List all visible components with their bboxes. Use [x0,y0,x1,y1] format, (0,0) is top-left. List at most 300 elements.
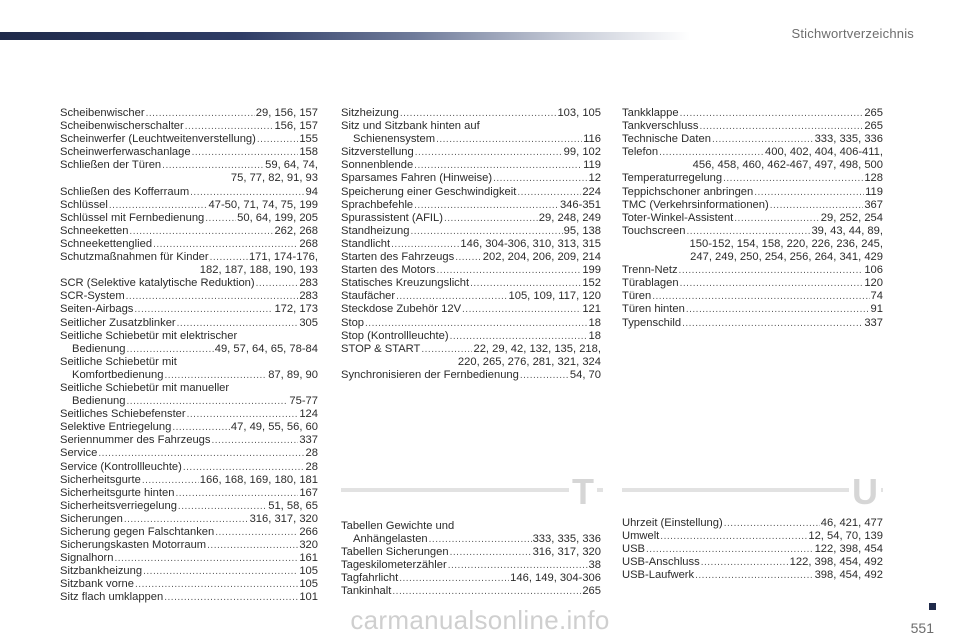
header-gradient-bar [0,32,690,40]
index-entry [622,277,883,290]
index-entry [341,290,601,303]
index-term: Schneekettenglied [60,237,153,250]
page-refs: 94 [305,185,318,198]
index-entry [622,172,883,185]
index-term: Sitzverstellung [341,146,414,159]
section-letter-t: T [569,472,597,512]
dot-leader [124,513,249,526]
dot-leader [134,303,273,316]
dot-leader [448,559,588,572]
page-refs: 146, 149, 304-306 [510,572,601,585]
page-refs-continued: 220, 265, 276, 281, 321, 324 [457,355,601,368]
index-column-2-t-section [341,520,601,599]
page-refs: 199 [582,264,601,277]
index-term: USB [622,543,646,556]
page-refs: 156, 157 [274,120,318,133]
index-term: Schließen der Türen [60,159,162,172]
page-refs: 337 [864,316,883,329]
index-entry-line [341,251,601,264]
index-term: Synchronisieren der Fernbedienung [341,368,519,381]
index-entry-line [341,199,601,212]
index-term: Tankinhalt [341,585,392,598]
dot-leader [436,133,582,146]
index-entry-line [622,556,883,569]
index-entry-line [341,264,601,277]
page-refs: 155 [299,133,318,146]
page-refs: 146, 304-306, 310, 313, 315 [460,237,601,250]
index-entry [341,277,601,290]
page-refs: 120 [864,277,883,290]
page-refs: 38 [588,559,601,572]
index-term: Scheinwerfer (Leuchtweitenverstellung) [60,133,256,146]
index-entry [341,572,601,585]
index-entry [60,461,318,474]
index-entry-line [341,533,601,546]
index-entry [341,186,601,199]
page-refs: 283 [299,290,318,303]
page-refs: 12 [588,172,601,185]
dot-leader [210,251,248,264]
index-entry-heading: Sitz und Sitzbank hinten auf [341,120,480,133]
page-refs: 346-351 [559,198,601,211]
index-term: Service [60,447,98,460]
index-entry [341,146,601,159]
index-entry [622,290,883,303]
index-entry [341,172,601,185]
page-refs: 105 [299,578,318,591]
index-term: Sitz flach umklappen [60,591,164,604]
index-term: Telefon [622,146,659,159]
index-entry-line [622,277,883,290]
index-entry-line [341,107,601,120]
index-entry [341,520,601,546]
index-term: Sitzheizung [341,107,399,119]
index-term: Teppichschoner anbringen [622,185,754,198]
page-refs: 28 [305,447,318,460]
index-entry [60,251,318,277]
page-refs: 167 [299,486,318,499]
index-entry-line [341,317,601,330]
dot-leader [392,585,581,598]
page-refs: 224 [582,185,601,198]
index-entry [60,356,318,382]
page-refs: 22, 29, 42, 132, 135, 218, [473,342,601,355]
index-term: Touchscreen [622,224,686,237]
index-entry [622,199,883,212]
index-entry-line [60,461,318,474]
page-refs: 29, 248, 249 [538,211,601,224]
index-entry-line [622,530,883,543]
index-entry-line [622,290,883,303]
index-entry [341,369,601,382]
index-entry-line [622,543,883,556]
index-term: Komfortbedienung [72,368,164,381]
index-entry-heading: Seitliche Schiebetür mit elektrischer [60,329,238,342]
page-refs: 116 [583,133,601,146]
dot-leader [680,277,864,290]
index-entry [60,238,318,251]
index-term: Umwelt [622,530,660,543]
index-entry [622,212,883,225]
page-refs: 29, 252, 254 [820,211,883,224]
dot-leader [192,146,299,159]
index-entry-line [60,552,318,565]
dot-leader [679,264,864,277]
index-term: Technische Daten [622,133,711,146]
index-entry-line [60,395,318,408]
index-column-1 [60,107,318,605]
page-refs-continued: 75, 77, 82, 91, 93 [230,172,318,185]
page-refs: 99, 102 [563,146,601,159]
index-term: Sitzbank vorne [60,578,135,591]
dot-leader [450,546,532,559]
page-refs: 75-77 [289,395,318,408]
index-entry [622,133,883,146]
index-entry-line [60,290,318,303]
index-term: Speicherung einer Geschwindigkeit [341,185,517,198]
index-entry-line [341,133,601,146]
index-term: Schneeketten [60,224,129,237]
index-entry-line [622,120,883,133]
dot-leader [127,395,289,408]
page-refs: 18 [588,316,601,329]
index-term: USB-Anschluss [622,556,700,569]
dot-leader [701,556,789,569]
page-refs: 12, 54, 70, 139 [808,530,883,543]
index-term: Scheibenwischerschalter [60,120,184,133]
index-entry [60,277,318,290]
page-refs-continued: 150-152, 154, 158, 220, 226, 236, 245, [689,237,883,250]
index-term: Seitlicher Zusatzblinker [60,316,176,329]
page-refs: 101 [299,591,318,604]
index-entry-line [60,513,318,526]
index-term: USB-Laufwerk [622,569,695,582]
index-entry [60,120,318,133]
index-term: Selektive Entriegelung [60,421,172,434]
index-entry-line [622,186,883,199]
dot-leader [391,238,459,251]
index-entry-line [341,225,601,238]
page-refs: 59, 64, 74, [265,159,318,172]
index-term: Staufächer [341,290,396,303]
index-entry [341,199,601,212]
index-entry [60,330,318,356]
page-refs: 262, 268 [274,224,318,237]
page-refs: 51, 58, 65 [268,499,318,512]
index-entry [341,107,601,120]
index-entry-line [622,225,883,238]
index-entry-line [60,133,318,146]
index-entry [622,530,883,543]
index-term: Sicherheitsgurte hinten [60,486,175,499]
page-refs: 54, 70 [569,368,601,381]
index-entry [622,303,883,316]
index-term: Schienensystem [353,133,436,146]
dot-leader [770,199,864,212]
separator-rule [341,488,603,492]
dot-leader [712,133,814,146]
index-entry [341,317,601,330]
index-term: Seiten-Airbags [60,303,134,316]
dot-leader [520,369,569,382]
page-refs: 398, 454, 492 [814,569,883,582]
index-term: Schlüssel [60,198,108,211]
index-term: Starten des Fahrzeugs [341,251,455,264]
page-refs: 333, 335, 336 [814,133,883,146]
index-entry [341,546,601,559]
index-entry [60,133,318,146]
section-letter-u: U [849,472,881,512]
index-entry-line [60,408,318,421]
page-refs: 47-50, 71, 74, 75, 199 [208,198,318,211]
index-term: Schlüssel mit Fernbedienung [60,211,205,224]
dot-leader [646,543,814,556]
index-term: Schließen des Kofferraum [60,185,190,198]
dot-leader [256,277,299,290]
index-entry [60,225,318,238]
index-entry-line [60,526,318,539]
index-entry [60,199,318,212]
index-entry-line [622,212,883,225]
index-entry [341,303,601,316]
index-entry-line [60,238,318,251]
page-refs-continued: 247, 249, 250, 254, 256, 264, 341, 429 [690,251,883,264]
dot-leader [207,539,298,552]
index-entry-line [60,565,318,578]
dot-leader [462,303,581,316]
dot-leader [126,290,299,303]
index-term: Türen [622,290,652,303]
index-term: Trenn-Netz [622,264,678,277]
page-refs: 28 [305,460,318,473]
index-entry [341,159,601,172]
index-entry [60,212,318,225]
index-entry-line [60,434,318,447]
page-refs: 320 [299,539,318,552]
index-entry [341,330,601,343]
index-term: Stop (Kontrollleuchte) [341,329,449,342]
index-entry [60,317,318,330]
index-entry [60,513,318,526]
index-term: Tageskilometerzähler [341,559,447,572]
page-refs: 166, 168, 169, 180, 181 [199,473,318,486]
index-entry-line [341,572,601,585]
dot-leader [190,186,304,199]
index-term: Temperaturregelung [622,172,723,185]
index-entry-line [60,277,318,290]
dot-leader [98,447,304,460]
dot-leader [215,526,298,539]
index-entry [60,552,318,565]
page-refs: 49, 57, 64, 65, 78-84 [214,342,318,355]
page-refs: 266 [299,526,318,538]
dot-leader [680,107,864,120]
index-entry [60,146,318,159]
index-entry-line [60,539,318,552]
index-entry [622,264,883,277]
index-entry-line [60,251,318,264]
index-entry-line [341,559,601,572]
page-refs: 124 [299,408,318,421]
page-refs: 18 [588,329,601,342]
index-column-3-u-section [622,517,883,582]
page-refs: 161 [299,552,318,565]
index-entry [60,186,318,199]
dot-leader [143,565,298,578]
page-refs: 400, 402, 404, 406-411, [765,146,883,159]
page-refs: 158 [299,146,318,159]
dot-leader [754,186,864,199]
index-entry [341,225,601,238]
index-entry [622,107,883,120]
page-refs: 367 [864,198,883,211]
index-entry [60,474,318,487]
dot-leader [723,172,863,185]
page-refs: 122, 398, 454, 492 [789,556,883,569]
index-term: Typenschild [622,316,682,329]
page-refs: 333, 335, 336 [532,533,601,546]
index-entry-line [60,487,318,500]
dot-leader [686,303,870,316]
index-entry-heading: Seitliche Schiebetür mit manueller [60,381,230,394]
index-entry-line [341,585,601,598]
index-term: Standlicht [341,237,391,250]
page-refs: 316, 317, 320 [249,512,318,525]
index-entry-line [341,172,601,185]
page-refs-continued: 456, 458, 460, 462-467, 497, 498, 500 [692,159,883,172]
index-term: Sparsames Fahren (Hinweise) [341,172,493,185]
index-term: Scheibenwischer [60,107,145,119]
index-entry-line [60,212,318,225]
page-refs: 128 [864,172,883,185]
index-entry-line [622,317,883,330]
index-term: STOP & START [341,342,421,355]
index-entry-line [622,133,883,146]
page-refs: 91 [870,303,883,316]
index-term: Tankverschluss [622,120,699,133]
index-entry [60,487,318,500]
index-entry-line [341,330,601,343]
dot-leader [115,552,299,565]
dot-leader [734,212,820,225]
dot-leader [135,578,298,591]
index-term: Bedienung [72,395,126,408]
index-term: Spurassistent (AFIL) [341,211,443,224]
page-refs: 39, 43, 44, 89, [811,224,883,237]
dot-leader [142,474,199,487]
index-entry [60,539,318,552]
index-entry-heading: Seitliche Schiebetür mit [60,355,177,368]
index-entry-line [60,591,318,604]
dot-leader [470,277,581,290]
index-term: Starten des Motors [341,264,436,277]
dot-leader [146,107,255,120]
dot-leader [444,212,538,225]
dot-leader [437,264,582,277]
index-entry [60,303,318,316]
dot-leader [414,159,582,172]
dot-leader [153,238,298,251]
watermark: carmanualsonline.info [350,605,610,635]
page-refs: 119 [583,159,601,172]
dot-leader [129,225,273,238]
index-entry [622,225,883,264]
index-entry [60,591,318,604]
index-entry [622,146,883,172]
index-term: Standheizung [341,224,410,237]
dot-leader [109,199,208,212]
index-term: Sicherungen [60,512,123,525]
index-entry-line [341,238,601,251]
dot-leader [682,317,863,330]
index-term: Service (Kontrollleuchte) [60,460,182,473]
index-term: Steckdose Zubehör 12V [341,303,462,316]
index-entry [60,500,318,513]
dot-leader [517,186,581,199]
page-refs: 106 [864,264,883,277]
index-term: Uhrzeit (Einstellung) [622,517,723,529]
dot-leader [177,317,299,330]
index-term: Seriennummer des Fahrzeugs [60,434,211,447]
dot-leader [659,146,764,159]
index-entry [60,447,318,460]
page-refs: 122, 398, 454 [814,543,883,556]
dot-leader [164,369,267,382]
index-term: Tagfahrlicht [341,572,399,585]
index-term: Türen hinten [622,303,685,316]
index-entry-line [341,369,601,382]
page-refs: 74 [870,290,883,303]
dot-leader [205,212,236,225]
index-entry-line [60,120,318,133]
page-refs: 316, 317, 320 [532,546,601,559]
index-term: Schutzmaßnahmen für Kinder [60,251,209,264]
page-refs: 121 [582,303,601,316]
page-refs: 95, 138 [563,224,601,237]
dot-leader [410,225,562,238]
index-entry-line [60,447,318,460]
index-entry-line [341,290,601,303]
index-term: Scheinwerferwaschanlage [60,146,191,159]
page-number: 551 [910,620,934,636]
index-entry-line [622,172,883,185]
index-entry-line [622,264,883,277]
index-entry-heading: Tabellen Gewichte und [341,520,455,532]
index-entry-line [341,277,601,290]
dot-leader [178,500,267,513]
index-term: SCR (Selektive katalytische Reduktion) [60,277,255,290]
index-term: Seitliches Schiebefenster [60,408,186,421]
index-entry [341,264,601,277]
index-entry-line [60,500,318,513]
index-entry [60,290,318,303]
index-entry [622,569,883,582]
index-entry [622,120,883,133]
dot-leader [400,107,557,120]
page-refs: 119 [865,185,883,198]
page-refs: 50, 64, 199, 205 [237,211,318,224]
page-refs: 46, 421, 477 [820,517,883,529]
index-entry [60,578,318,591]
index-entry [341,585,601,598]
index-term: Anhängelasten [353,533,428,546]
page-refs: 152 [582,277,601,290]
index-term: Sicherheitsverriegelung [60,499,177,512]
index-term: Tankklappe [622,107,679,119]
dot-leader [450,330,588,343]
page-refs: 337 [299,434,318,447]
index-entry-line [60,159,318,172]
